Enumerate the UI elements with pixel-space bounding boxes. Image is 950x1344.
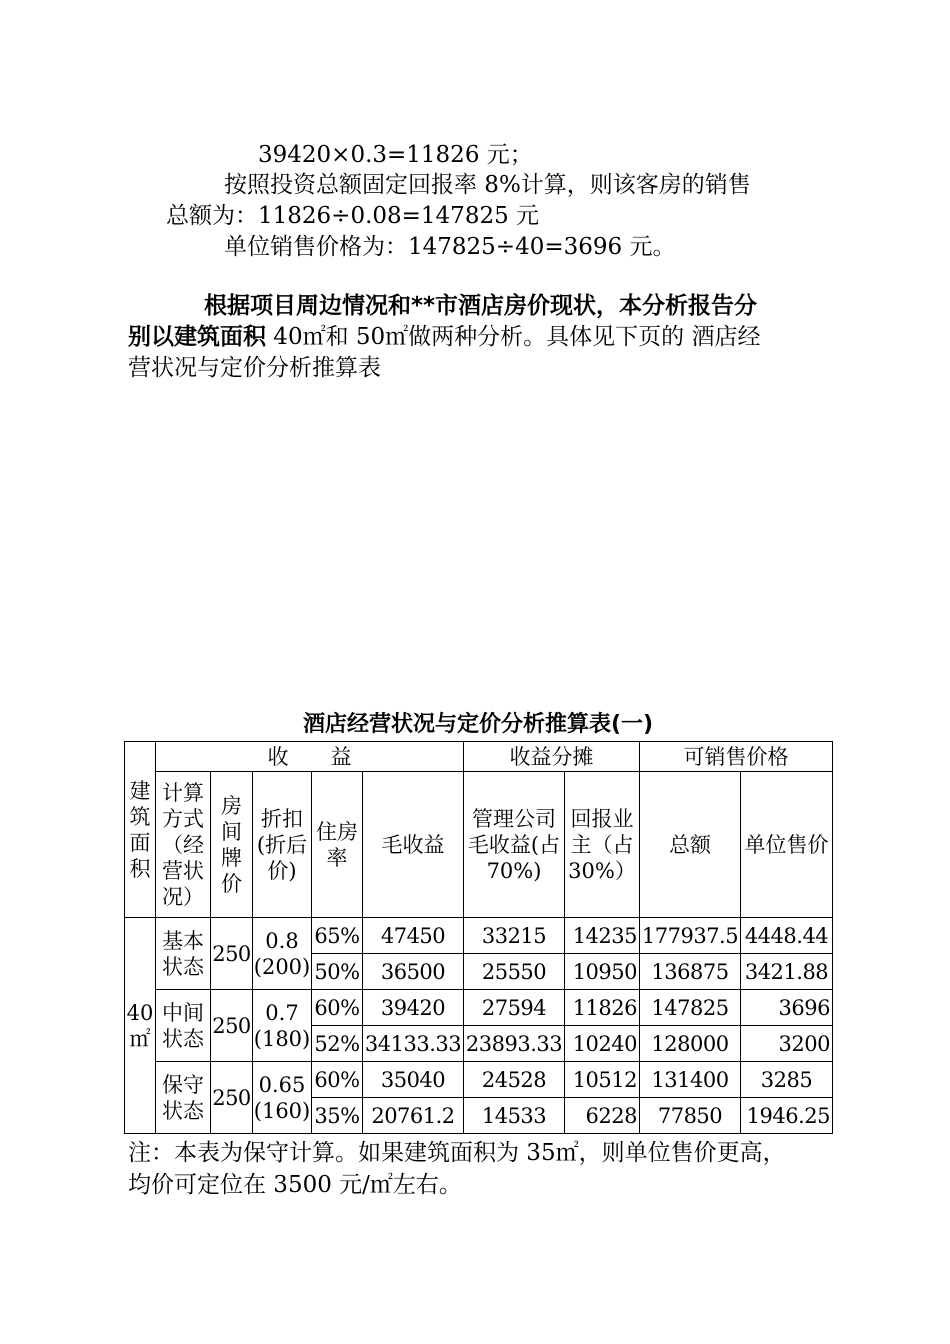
total-cell: 131400 bbox=[640, 1062, 741, 1098]
header-gross: 毛收益 bbox=[363, 772, 464, 918]
unit-cell: 3200 bbox=[741, 1026, 833, 1062]
total-cell: 128000 bbox=[640, 1026, 741, 1062]
owner-cell: 14235 bbox=[565, 918, 640, 954]
list-price-cell: 250 bbox=[211, 918, 253, 990]
method-cell: 保守状态 bbox=[156, 1062, 211, 1134]
analysis-line-1: 根据项目周边情况和**市酒店房价现状，本分析报告分 bbox=[204, 293, 758, 319]
occupancy-cell: 35% bbox=[312, 1098, 363, 1134]
owner-cell: 11826 bbox=[565, 990, 640, 1026]
header-owner: 回报业主（占30%） bbox=[565, 772, 640, 918]
owner-cell: 6228 bbox=[565, 1098, 640, 1134]
pricing-table bbox=[124, 741, 833, 1134]
mgmt-cell: 27594 bbox=[464, 990, 565, 1026]
owner-cell: 10950 bbox=[565, 954, 640, 990]
total-cell: 136875 bbox=[640, 954, 741, 990]
analysis-line-2 bbox=[128, 322, 760, 352]
list-price-cell: 250 bbox=[211, 990, 253, 1062]
method-cell: 基本状态 bbox=[156, 918, 211, 990]
header-area: 建筑面积 bbox=[125, 742, 156, 918]
unit-cell: 3421.88 bbox=[741, 954, 833, 990]
occupancy-cell: 65% bbox=[312, 918, 363, 954]
list-price-cell: 250 bbox=[211, 1062, 253, 1134]
table-caption: 酒店经营状况与定价分析推算表(一) bbox=[302, 712, 654, 737]
mgmt-cell: 24528 bbox=[464, 1062, 565, 1098]
header-discount: 折扣(折后价) bbox=[253, 772, 312, 918]
header-mgmt: 管理公司毛收益(占 70%) bbox=[464, 772, 565, 918]
gross-cell: 34133.33 bbox=[363, 1026, 464, 1062]
occupancy-cell: 60% bbox=[312, 990, 363, 1026]
occupancy-cell: 52% bbox=[312, 1026, 363, 1062]
note-line-1: 注：本表为保守计算。如果建筑面积为 35㎡，则单位售价更高， bbox=[128, 1140, 786, 1166]
calc-line-1: 39420×0.3=11826 元； bbox=[258, 142, 533, 168]
occupancy-cell: 50% bbox=[312, 954, 363, 990]
unit-cell: 4448.44 bbox=[741, 918, 833, 954]
unit-cell: 3285 bbox=[741, 1062, 833, 1098]
owner-cell: 10240 bbox=[565, 1026, 640, 1062]
owner-cell: 10512 bbox=[565, 1062, 640, 1098]
analysis-line-2-bold: 别以建筑面积 bbox=[128, 324, 266, 350]
mgmt-cell: 25550 bbox=[464, 954, 565, 990]
discount-cell: 0.7 (180) bbox=[253, 990, 312, 1062]
analysis-line-2-rest: 40㎡和 50㎡做两种分析。具体见下页的 酒店经 bbox=[266, 324, 761, 350]
note-line-2: 均价可定位在 3500 元/㎡左右。 bbox=[128, 1172, 462, 1198]
gross-cell: 20761.2 bbox=[363, 1098, 464, 1134]
occupancy-cell: 60% bbox=[312, 1062, 363, 1098]
discount-cell: 0.8 (200) bbox=[253, 918, 312, 990]
calc-line-4: 单位销售价格为：147825÷40=3696 元。 bbox=[224, 234, 676, 260]
header-total: 总额 bbox=[640, 772, 741, 918]
method-cell: 中间状态 bbox=[156, 990, 211, 1062]
header-list-price: 房间牌价 bbox=[211, 772, 253, 918]
gross-cell: 35040 bbox=[363, 1062, 464, 1098]
analysis-line-3: 营状况与定价分析推算表 bbox=[128, 355, 381, 381]
header-group-price: 可销售价格 bbox=[640, 742, 833, 772]
gross-cell: 47450 bbox=[363, 918, 464, 954]
unit-cell: 1946.25 bbox=[741, 1098, 833, 1134]
header-unit: 单位售价 bbox=[741, 772, 833, 918]
area-value: 40㎡ bbox=[125, 918, 156, 1134]
mgmt-cell: 23893.33 bbox=[464, 1026, 565, 1062]
header-occupancy: 住房率 bbox=[312, 772, 363, 918]
total-cell: 177937.5 bbox=[640, 918, 741, 954]
header-group-income: 收 益 bbox=[156, 742, 464, 772]
gross-cell: 39420 bbox=[363, 990, 464, 1026]
total-cell: 147825 bbox=[640, 990, 741, 1026]
mgmt-cell: 33215 bbox=[464, 918, 565, 954]
total-cell: 77850 bbox=[640, 1098, 741, 1134]
mgmt-cell: 14533 bbox=[464, 1098, 565, 1134]
gross-cell: 36500 bbox=[363, 954, 464, 990]
header-group-share: 收益分摊 bbox=[464, 742, 640, 772]
unit-cell: 3696 bbox=[741, 990, 833, 1026]
discount-cell: 0.65 (160) bbox=[253, 1062, 312, 1134]
calc-line-3: 总额为：11826÷0.08=147825 元 bbox=[166, 203, 540, 229]
calc-line-2: 按照投资总额固定回报率 8%计算，则该客房的销售 bbox=[224, 172, 751, 198]
header-method: 计算方式（经营状况） bbox=[156, 772, 211, 918]
